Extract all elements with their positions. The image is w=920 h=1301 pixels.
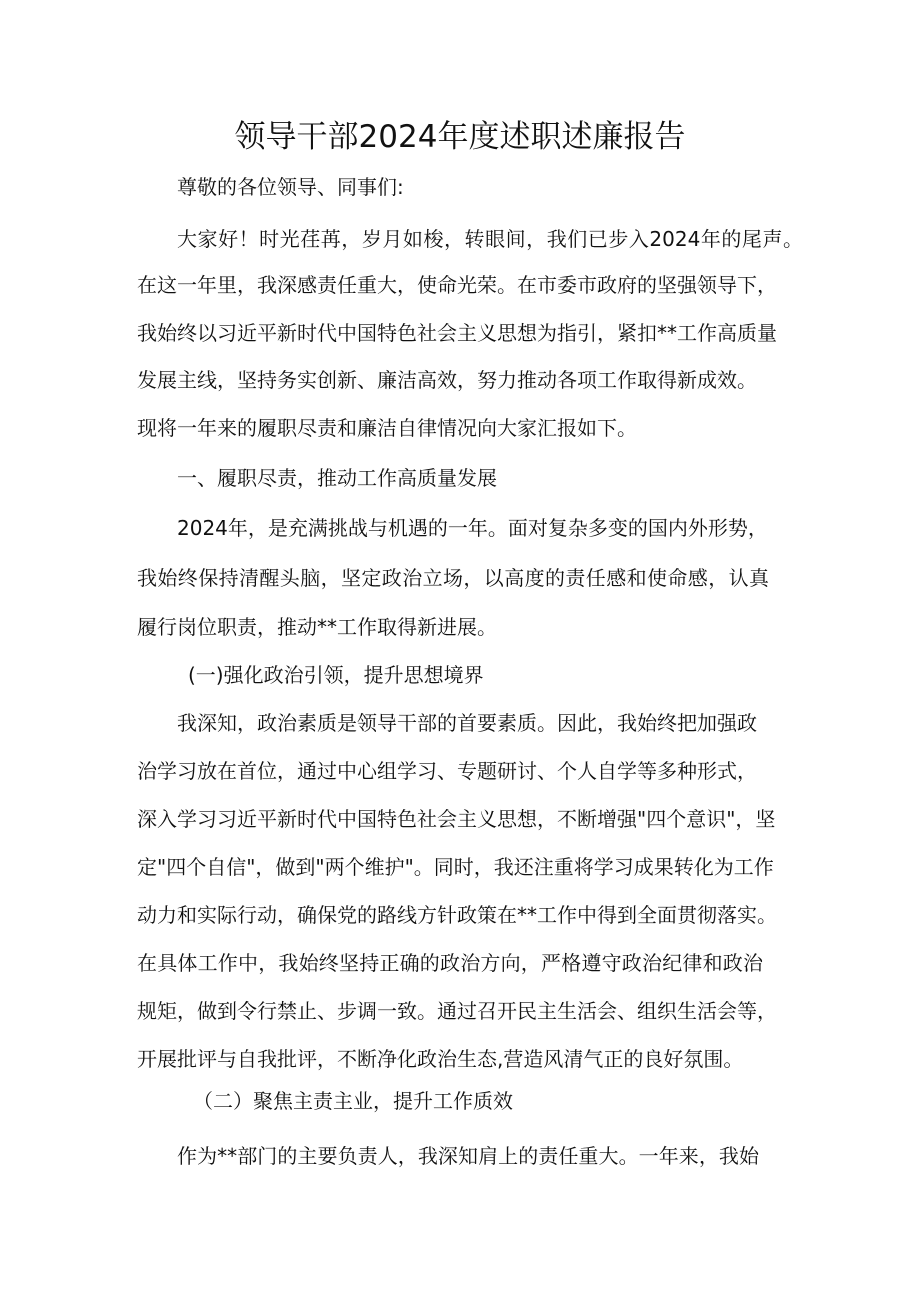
paragraph-line: 在具体工作中，我始终坚持正确的政治方向，严格遵守政治纪律和政治 <box>137 951 763 975</box>
intro-line: 发展主线，坚持务实创新、廉洁高效，努力推动各项工作取得新成效。 <box>137 368 757 392</box>
subsection-heading: （二）聚焦主责主业，提升工作质效 <box>193 1089 513 1113</box>
paragraph-line: 深入学习习近平新时代中国特色社会主义思想，不断增强"四个意识"，坚 <box>137 807 776 831</box>
salutation: 尊敬的各位领导、同事们: <box>177 175 404 199</box>
paragraph-line: 作为**部门的主要负责人，我深知肩上的责任重大。一年来，我始 <box>177 1144 759 1168</box>
paragraph-line: 规矩，做到令行禁止、步调一致。通过召开民主生活会、组织生活会等， <box>137 999 777 1023</box>
paragraph-line: 2024年，是充满挑战与机遇的一年。面对复杂多变的国内外形势， <box>177 516 768 540</box>
paragraph-line: 我始终保持清醒头脑，坚定政治立场，以高度的责任感和使命感，认真 <box>137 566 769 590</box>
paragraph-line: 履行岗位职责，推动**工作取得新进展。 <box>137 615 497 639</box>
section-heading: 一、履职尽责，推动工作高质量发展 <box>177 466 497 490</box>
intro-line: 现将一年来的履职尽责和廉洁自律情况向大家汇报如下。 <box>137 416 637 440</box>
page-title: 领导干部2024年度述职述廉报告 <box>234 119 686 155</box>
paragraph-line: 定"四个自信"，做到"两个维护"。同时，我还注重将学习成果转化为工作 <box>137 855 774 879</box>
intro-line: 我始终以习近平新时代中国特色社会主义思想为指引，紧扣**工作高质量 <box>137 321 777 345</box>
paragraph-line: 动力和实际行动，确保党的路线方针政策在**工作中得到全面贯彻落实。 <box>137 903 777 927</box>
paragraph-line: 开展批评与自我批评，不断净化政治生态,营造风清气正的良好氛围。 <box>137 1047 744 1071</box>
paragraph-line: 我深知，政治素质是领导干部的首要素质。因此，我始终把加强政 <box>177 711 757 735</box>
intro-line: 在这一年里，我深感责任重大，使命光荣。在市委市政府的坚强领导下， <box>137 273 777 297</box>
paragraph-line: 治学习放在首位，通过中心组学习、专题研讨、个人自学等多种形式， <box>137 759 757 783</box>
subsection-heading: (一)强化政治引领，提升思想境界 <box>188 663 484 687</box>
intro-line: 大家好！时光荏苒，岁月如梭，转眼间，我们已步入2024年的尾声。 <box>177 227 803 251</box>
